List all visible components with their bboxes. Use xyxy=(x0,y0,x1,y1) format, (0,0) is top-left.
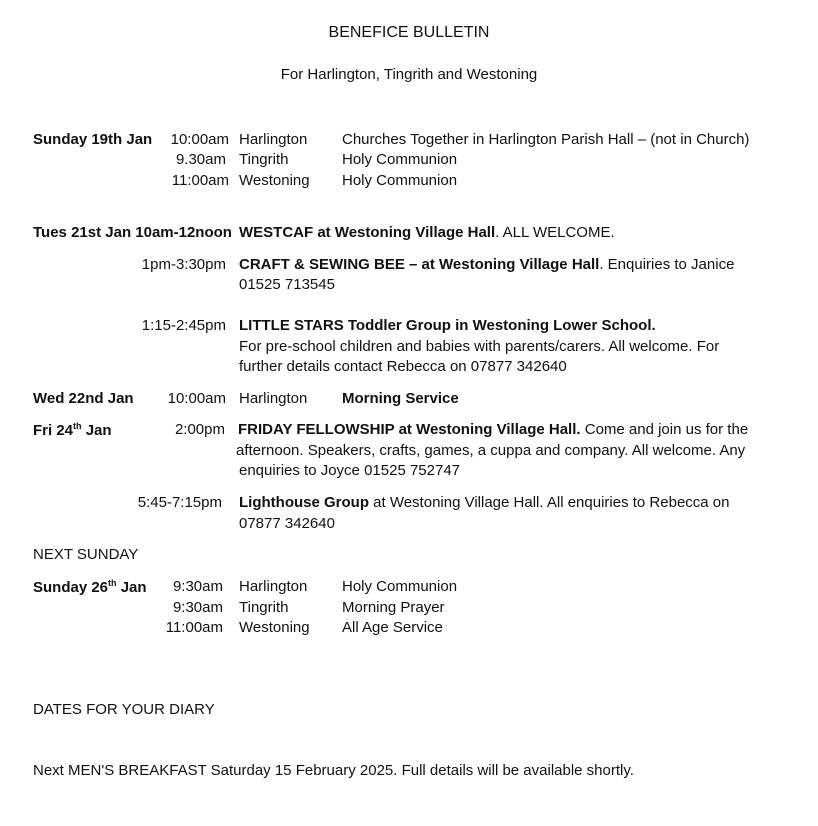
time-s26-3: 11:00am xyxy=(165,619,223,636)
westcaf-line xyxy=(239,224,615,241)
event-s26-1: Holy Communion xyxy=(342,578,458,595)
time-craft: 1pm-3:30pm xyxy=(141,256,226,273)
day-fri-pre: Fri 24 xyxy=(33,422,74,439)
craft-rest: . Enquiries to Janice xyxy=(599,256,735,273)
event-wed: Morning Service xyxy=(342,390,459,407)
fellowship-bold: FRIDAY FELLOWSHIP at Westoning Village Hall. xyxy=(238,421,581,438)
place-s26-2: Tingrith xyxy=(239,599,289,616)
day-tues-21: Tues 21st Jan 10am-12noon xyxy=(33,224,232,241)
page-subtitle: For Harlington, Tingrith and Westoning xyxy=(280,66,538,83)
event-s26-2: Morning Prayer xyxy=(342,599,445,616)
place-s26-3: Westoning xyxy=(239,619,310,636)
lighthouse-line2: 07877 342640 xyxy=(239,515,335,532)
stars-line2: For pre-school children and babies with parents/carers. All welcome. For xyxy=(239,338,720,355)
lighthouse-line xyxy=(239,494,729,511)
next-sunday-heading: NEXT SUNDAY xyxy=(33,546,139,563)
westcaf-bold: WESTCAF at Westoning Village Hall xyxy=(239,224,496,241)
place-s19-1: Harlington xyxy=(239,131,308,148)
day-wed-22: Wed 22nd Jan xyxy=(33,390,134,407)
day-fri-post: Jan xyxy=(81,422,112,439)
craft-bold: CRAFT & SEWING BEE – at Westoning Village Hall xyxy=(239,256,600,273)
stars-bold: LITTLE STARS Toddler Group in Westoning Lower School. xyxy=(239,317,656,334)
time-s19-2: 9.30am xyxy=(175,151,226,168)
day-fri-24 xyxy=(33,421,112,439)
fellowship-line2: afternoon. Speakers, crafts, games, a cuppa and company. All welcome. Any xyxy=(236,442,746,459)
time-s19-1: 10:00am xyxy=(170,131,229,148)
time-wed: 10:00am xyxy=(167,390,226,407)
lighthouse-rest: at Westoning Village Hall. All enquiries to Rebecca on xyxy=(368,494,730,511)
diary-heading: DATES FOR YOUR DIARY xyxy=(33,701,215,718)
mens-breakfast: Next MEN'S BREAKFAST Saturday 15 February 2025. Full details will be available shortly. xyxy=(33,762,634,779)
place-s26-1: Harlington xyxy=(239,578,308,595)
time-s26-2: 9:30am xyxy=(172,599,223,616)
lighthouse-bold: Lighthouse Group xyxy=(239,494,369,511)
event-s26-3: All Age Service xyxy=(342,619,443,636)
time-lighthouse: 5:45-7:15pm xyxy=(137,494,222,511)
craft-line2: 01525 713545 xyxy=(239,276,335,293)
fellowship-line3: enquiries to Joyce 01525 752747 xyxy=(239,462,461,479)
day-fri-sup: th xyxy=(73,421,82,431)
day-s26-pre: Sunday 26 xyxy=(33,579,109,596)
event-s19-3: Holy Communion xyxy=(342,172,458,189)
day-s26-sup: th xyxy=(108,578,117,588)
craft-line xyxy=(239,256,734,273)
day-s26-post: Jan xyxy=(116,579,147,596)
fellowship-line xyxy=(238,421,748,438)
place-s19-3: Westoning xyxy=(239,172,310,189)
place-wed: Harlington xyxy=(239,390,308,407)
time-s26-1: 9:30am xyxy=(172,578,223,595)
time-s19-3: 11:00am xyxy=(171,172,229,189)
stars-line3: further details contact Rebecca on 07877 342640 xyxy=(239,358,567,375)
time-stars: 1:15-2:45pm xyxy=(141,317,226,334)
event-s19-2: Holy Communion xyxy=(342,151,458,168)
day-sunday-26 xyxy=(33,578,147,596)
time-fellowship: 2:00pm xyxy=(174,421,225,438)
page-title: BENEFICE BULLETIN xyxy=(328,24,490,41)
westcaf-rest: . ALL WELCOME. xyxy=(495,224,615,241)
day-sunday-19: Sunday 19th Jan xyxy=(33,131,153,148)
fellowship-rest: Come and join us for the xyxy=(580,421,749,438)
event-s19-1: Churches Together in Harlington Parish Hall – (not in Church) xyxy=(342,131,750,148)
place-s19-2: Tingrith xyxy=(239,151,289,168)
